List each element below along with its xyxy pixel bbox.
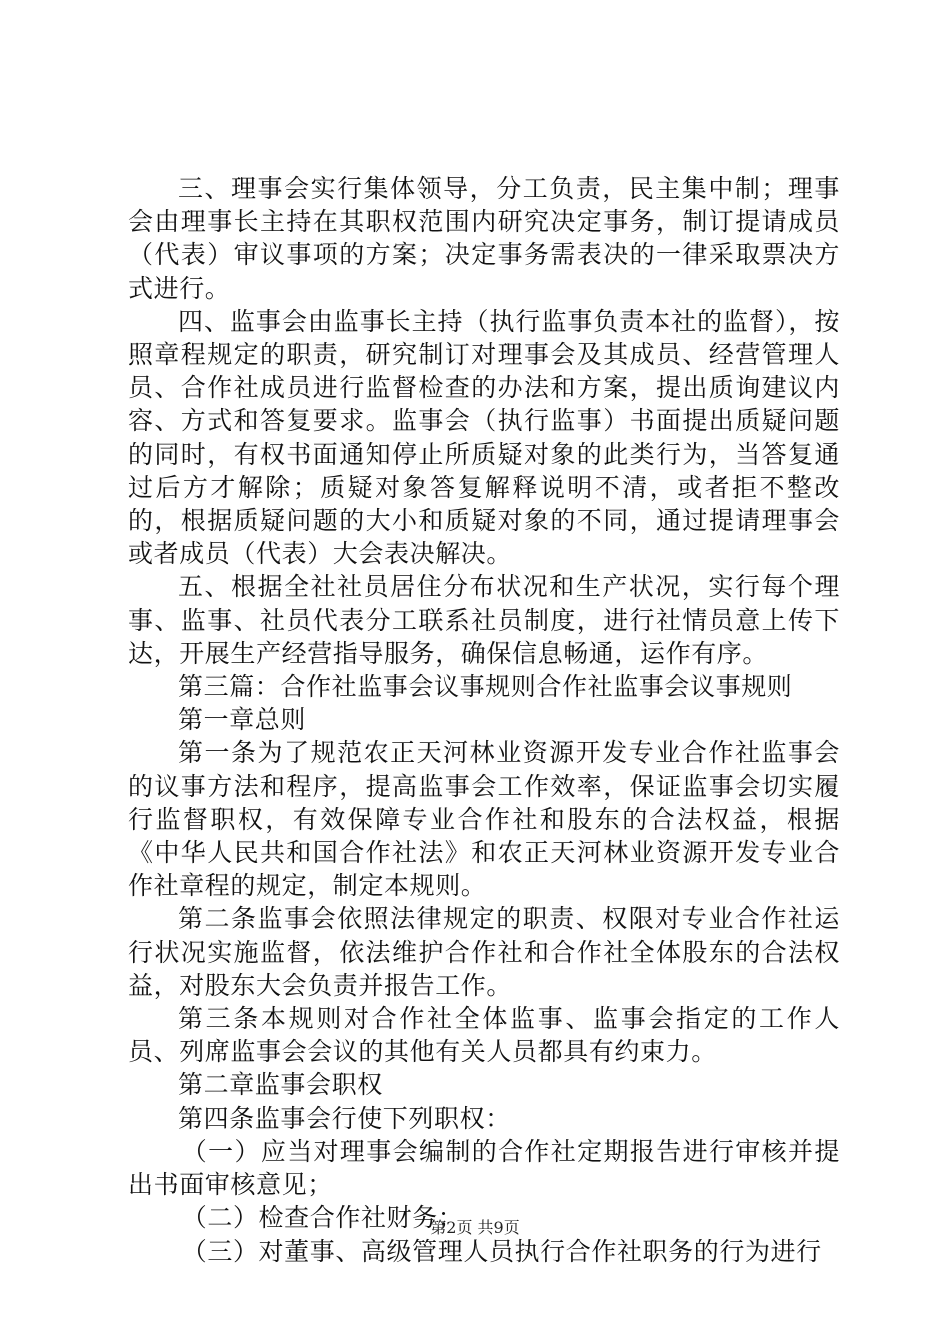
- rule-article-1: 第一条为了规范农正天河林业资源开发专业合作社监事会的议事方法和程序，提高监事会工作效率，保证监事会切实履行监督职权，有效保障专业合作社和股东的合法权益，根据《中华人民共和国合作社法》和农正天河林业资源开发专业合作社章程的规定，制定本规则。: [128, 738, 840, 901]
- chapter-1-title: 第一章总则: [178, 705, 307, 735]
- section-title: 第三篇：合作社监事会议事规则合作社监事会议事规则: [178, 672, 793, 702]
- paragraph-article-3: 三、理事会实行集体领导，分工负责，民主集中制；理事会由理事长主持在其职权范围内研究决定事务，制订提请成员（代表）审议事项的方案；决定事务需表决的一律采取票决方式进行。: [128, 174, 840, 303]
- document-body: [128, 172, 840, 1268]
- rule-article-3: 第三条本规则对合作社全体监事、监事会指定的工作人员、列席监事会会议的其他有关人员都具有约束力。: [128, 1004, 840, 1067]
- list-item-2: （二）检查合作社财务；: [181, 1203, 464, 1233]
- rule-article-4: 第四条监事会行使下列职权：: [178, 1103, 511, 1133]
- list-item-1: （一）应当对理事会编制的合作社定期报告进行审核并提出书面审核意见；: [128, 1136, 840, 1200]
- list-item-3: （三）对董事、高级管理人员执行合作社职务的行为进行: [181, 1236, 822, 1266]
- page-number-footer: 第2页 共9页: [430, 1218, 520, 1237]
- rule-article-2: 第二条监事会依照法律规定的职责、权限对专业合作社运行状况实施监督，依法维护合作社和合作社全体股东的合法权益，对股东大会负责并报告工作。: [128, 904, 840, 1000]
- chapter-2-title: 第二章监事会职权: [178, 1070, 383, 1100]
- paragraph-article-5: 五、根据全社社员居住分布状况和生产状况，实行每个理事、监事、社员代表分工联系社员制度，进行社情员意上传下达，开展生产经营指导服务，确保信息畅通，运作有序。: [128, 572, 840, 668]
- paragraph-article-4: 四、监事会由监事长主持（执行监事负责本社的监督），按照章程规定的职责，研究制订对理事会及其成员、经营管理人员、合作社成员进行监督检查的办法和方案，提出质询建议内容、方式和答复要求。监事会（执行监事）书面提出质疑问题的同时，有权书面通知停止所质疑对象的此类行为，当答复通过后方才解除；质疑对象答复解释说明不清，或者拒不整改的，根据质疑问题的大小和质疑对象的不同，通过提请理事会或者成员（代表）大会表决解决。: [128, 306, 840, 569]
